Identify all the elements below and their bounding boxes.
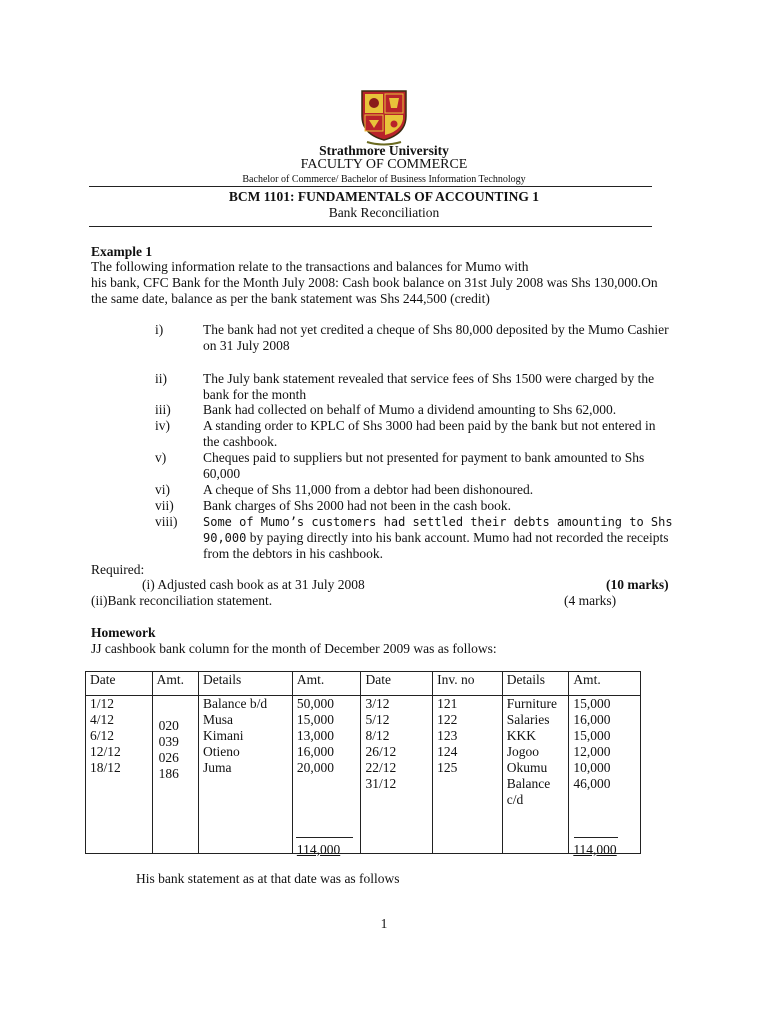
debit-date-cell	[86, 695, 153, 853]
programme-list: Bachelor of Commerce/ Bachelor of Business Information Technology	[242, 174, 526, 185]
item-number: vii)	[155, 498, 174, 513]
table-cell: Balance	[506, 775, 551, 791]
debit-ref-cell	[152, 695, 198, 853]
table-cell: 15,000	[573, 695, 611, 711]
table-cell: Musa	[203, 711, 233, 727]
example-intro-line-2: his bank, CFC Bank for the Month July 2008: Cash book balance on 31st July 2008 was Shs 130,000.On	[91, 275, 658, 290]
table-cell: Kimani	[203, 727, 244, 743]
column-header: Amt.	[292, 672, 361, 696]
debit-total: 114,000	[296, 841, 341, 857]
table-cell: 50,000	[296, 695, 334, 711]
table-cell: 15,000	[296, 711, 334, 727]
item-number: i)	[155, 322, 164, 337]
table-cell: 22/12	[365, 759, 397, 775]
table-header-row	[86, 672, 641, 696]
table-cell: 123	[437, 727, 458, 743]
item-text: Bank had collected on behalf of Mumo a dividend amounting to Shs 62,000.	[203, 402, 617, 417]
requirement-2-marks: (4 marks)	[564, 593, 617, 608]
table-cell	[159, 696, 194, 718]
table-cell: c/d	[506, 791, 524, 807]
column-header: Details	[502, 672, 569, 696]
item-text: A cheque of Shs 11,000 from a debtor had been dishonoured.	[203, 482, 534, 497]
table-cell: 15,000	[573, 727, 611, 743]
item-text: The July bank statement revealed that service fees of Shs 1500 were charged by the bank for the month	[203, 371, 655, 402]
table-cell: Jogoo	[506, 743, 539, 759]
table-cell: Furniture	[506, 695, 557, 711]
item-number: iv)	[155, 418, 170, 433]
requirement-2: (ii)Bank reconciliation statement.	[91, 593, 273, 608]
table-cell: 18/12	[90, 759, 121, 775]
item-text: Bank charges of Shs 2000 had not been in the cash book.	[203, 498, 511, 513]
table-cell: 46,000	[573, 775, 611, 791]
homework-heading: Homework	[91, 625, 156, 640]
item-text: The bank had not yet credited a cheque of Shs 80,000 deposited by the Mumo Cashier on 31 July 2008	[203, 322, 669, 353]
table-cell: 6/12	[90, 727, 115, 743]
table-cell: 5/12	[365, 711, 390, 727]
table-cell: 8/12	[365, 727, 390, 743]
total-rule	[296, 837, 353, 838]
table-cell: Okumu	[506, 759, 548, 775]
topic-title: Bank Reconciliation	[328, 205, 440, 220]
item-text: A standing order to KPLC of Shs 3000 had been paid by the bank but not entered in the cashbook.	[203, 418, 656, 449]
bank-statement-intro: His bank statement as at that date was as follows	[136, 871, 400, 886]
table-cell: 16,000	[296, 743, 334, 759]
total-rule	[574, 837, 618, 838]
requirement-1-marks: (10 marks)	[606, 577, 669, 592]
cashbook-table	[85, 671, 641, 857]
item-text-rest: by paying directly into his bank account. Mumo had not recorded the receipts from the debtors in his cashbook.	[203, 530, 669, 561]
table-cell: 121	[437, 695, 458, 711]
table-cell: Otieno	[203, 743, 240, 759]
item-number: vi)	[155, 482, 170, 497]
column-header: Inv. no	[433, 672, 503, 696]
table-cell: 122	[437, 711, 458, 727]
university-name: Strathmore University	[319, 143, 449, 158]
credit-details-cell	[502, 695, 569, 853]
university-crest-icon	[359, 88, 409, 146]
table-cell: KKK	[506, 727, 536, 743]
table-cell: 1/12	[90, 695, 115, 711]
item-number: viii)	[155, 514, 178, 529]
credit-date-cell	[361, 695, 433, 853]
homework-intro: JJ cashbook bank column for the month of December 2009 was as follows:	[91, 641, 497, 656]
item-text-typed: Some of Mumo’s customers had settled their debts amounting to Shs 90,000	[203, 515, 673, 545]
table-cell: Salaries	[506, 711, 550, 727]
table-cell: Balance b/d	[203, 695, 268, 711]
header-rule-top	[89, 186, 652, 187]
table-cell: 125	[437, 759, 458, 775]
column-header: Amt.	[152, 672, 198, 696]
item-number: iii)	[155, 402, 171, 417]
credit-total: 114,000	[573, 841, 617, 857]
table-cell: 3/12	[365, 695, 390, 711]
debit-amount-cell	[292, 695, 361, 857]
faculty-name: FACULTY OF COMMERCE	[300, 157, 468, 172]
column-header: Amt.	[569, 672, 641, 696]
table-cell: 31/12	[365, 775, 397, 791]
item-number: ii)	[155, 371, 167, 386]
table-cell: 186	[158, 765, 179, 781]
table-row	[86, 695, 641, 853]
table-cell: 124	[437, 743, 458, 759]
table-cell: 13,000	[296, 727, 334, 743]
course-title: BCM 1101: FUNDAMENTALS OF ACCOUNTING 1	[228, 189, 540, 204]
credit-amount-cell	[569, 695, 641, 857]
column-header: Date	[361, 672, 433, 696]
column-header: Details	[199, 672, 293, 696]
example-intro-line-1: The following information relate to the transactions and balances for Mumo with	[91, 259, 529, 274]
table-cell: 16,000	[573, 711, 611, 727]
table-cell: 12/12	[90, 743, 121, 759]
example-heading: Example 1	[91, 244, 153, 259]
table-cell: 039	[158, 733, 179, 749]
table-cell: 026	[158, 749, 179, 765]
table-cell: 26/12	[365, 743, 397, 759]
table-cell: 4/12	[90, 711, 115, 727]
page-number: 1	[380, 916, 388, 931]
example-intro-line-3: the same date, balance as per the bank statement was Shs 244,500 (credit)	[91, 291, 490, 306]
credit-inv-cell	[433, 695, 503, 853]
item-text: Cheques paid to suppliers but not presented for payment to bank amounted to Shs 60,000	[203, 450, 645, 481]
table-cell: Juma	[203, 759, 232, 775]
table-cell: 10,000	[573, 759, 611, 775]
required-label: Required:	[91, 562, 145, 577]
header-rule-bottom	[89, 226, 652, 227]
item-number: v)	[155, 450, 167, 465]
table-cell: 020	[158, 717, 179, 733]
table-cell: 12,000	[573, 743, 611, 759]
item-text	[203, 514, 673, 562]
column-header: Date	[86, 672, 153, 696]
requirement-1: (i) Adjusted cash book as at 31 July 2008	[142, 577, 365, 592]
debit-details-cell	[199, 695, 293, 853]
table-cell: 20,000	[296, 759, 334, 775]
